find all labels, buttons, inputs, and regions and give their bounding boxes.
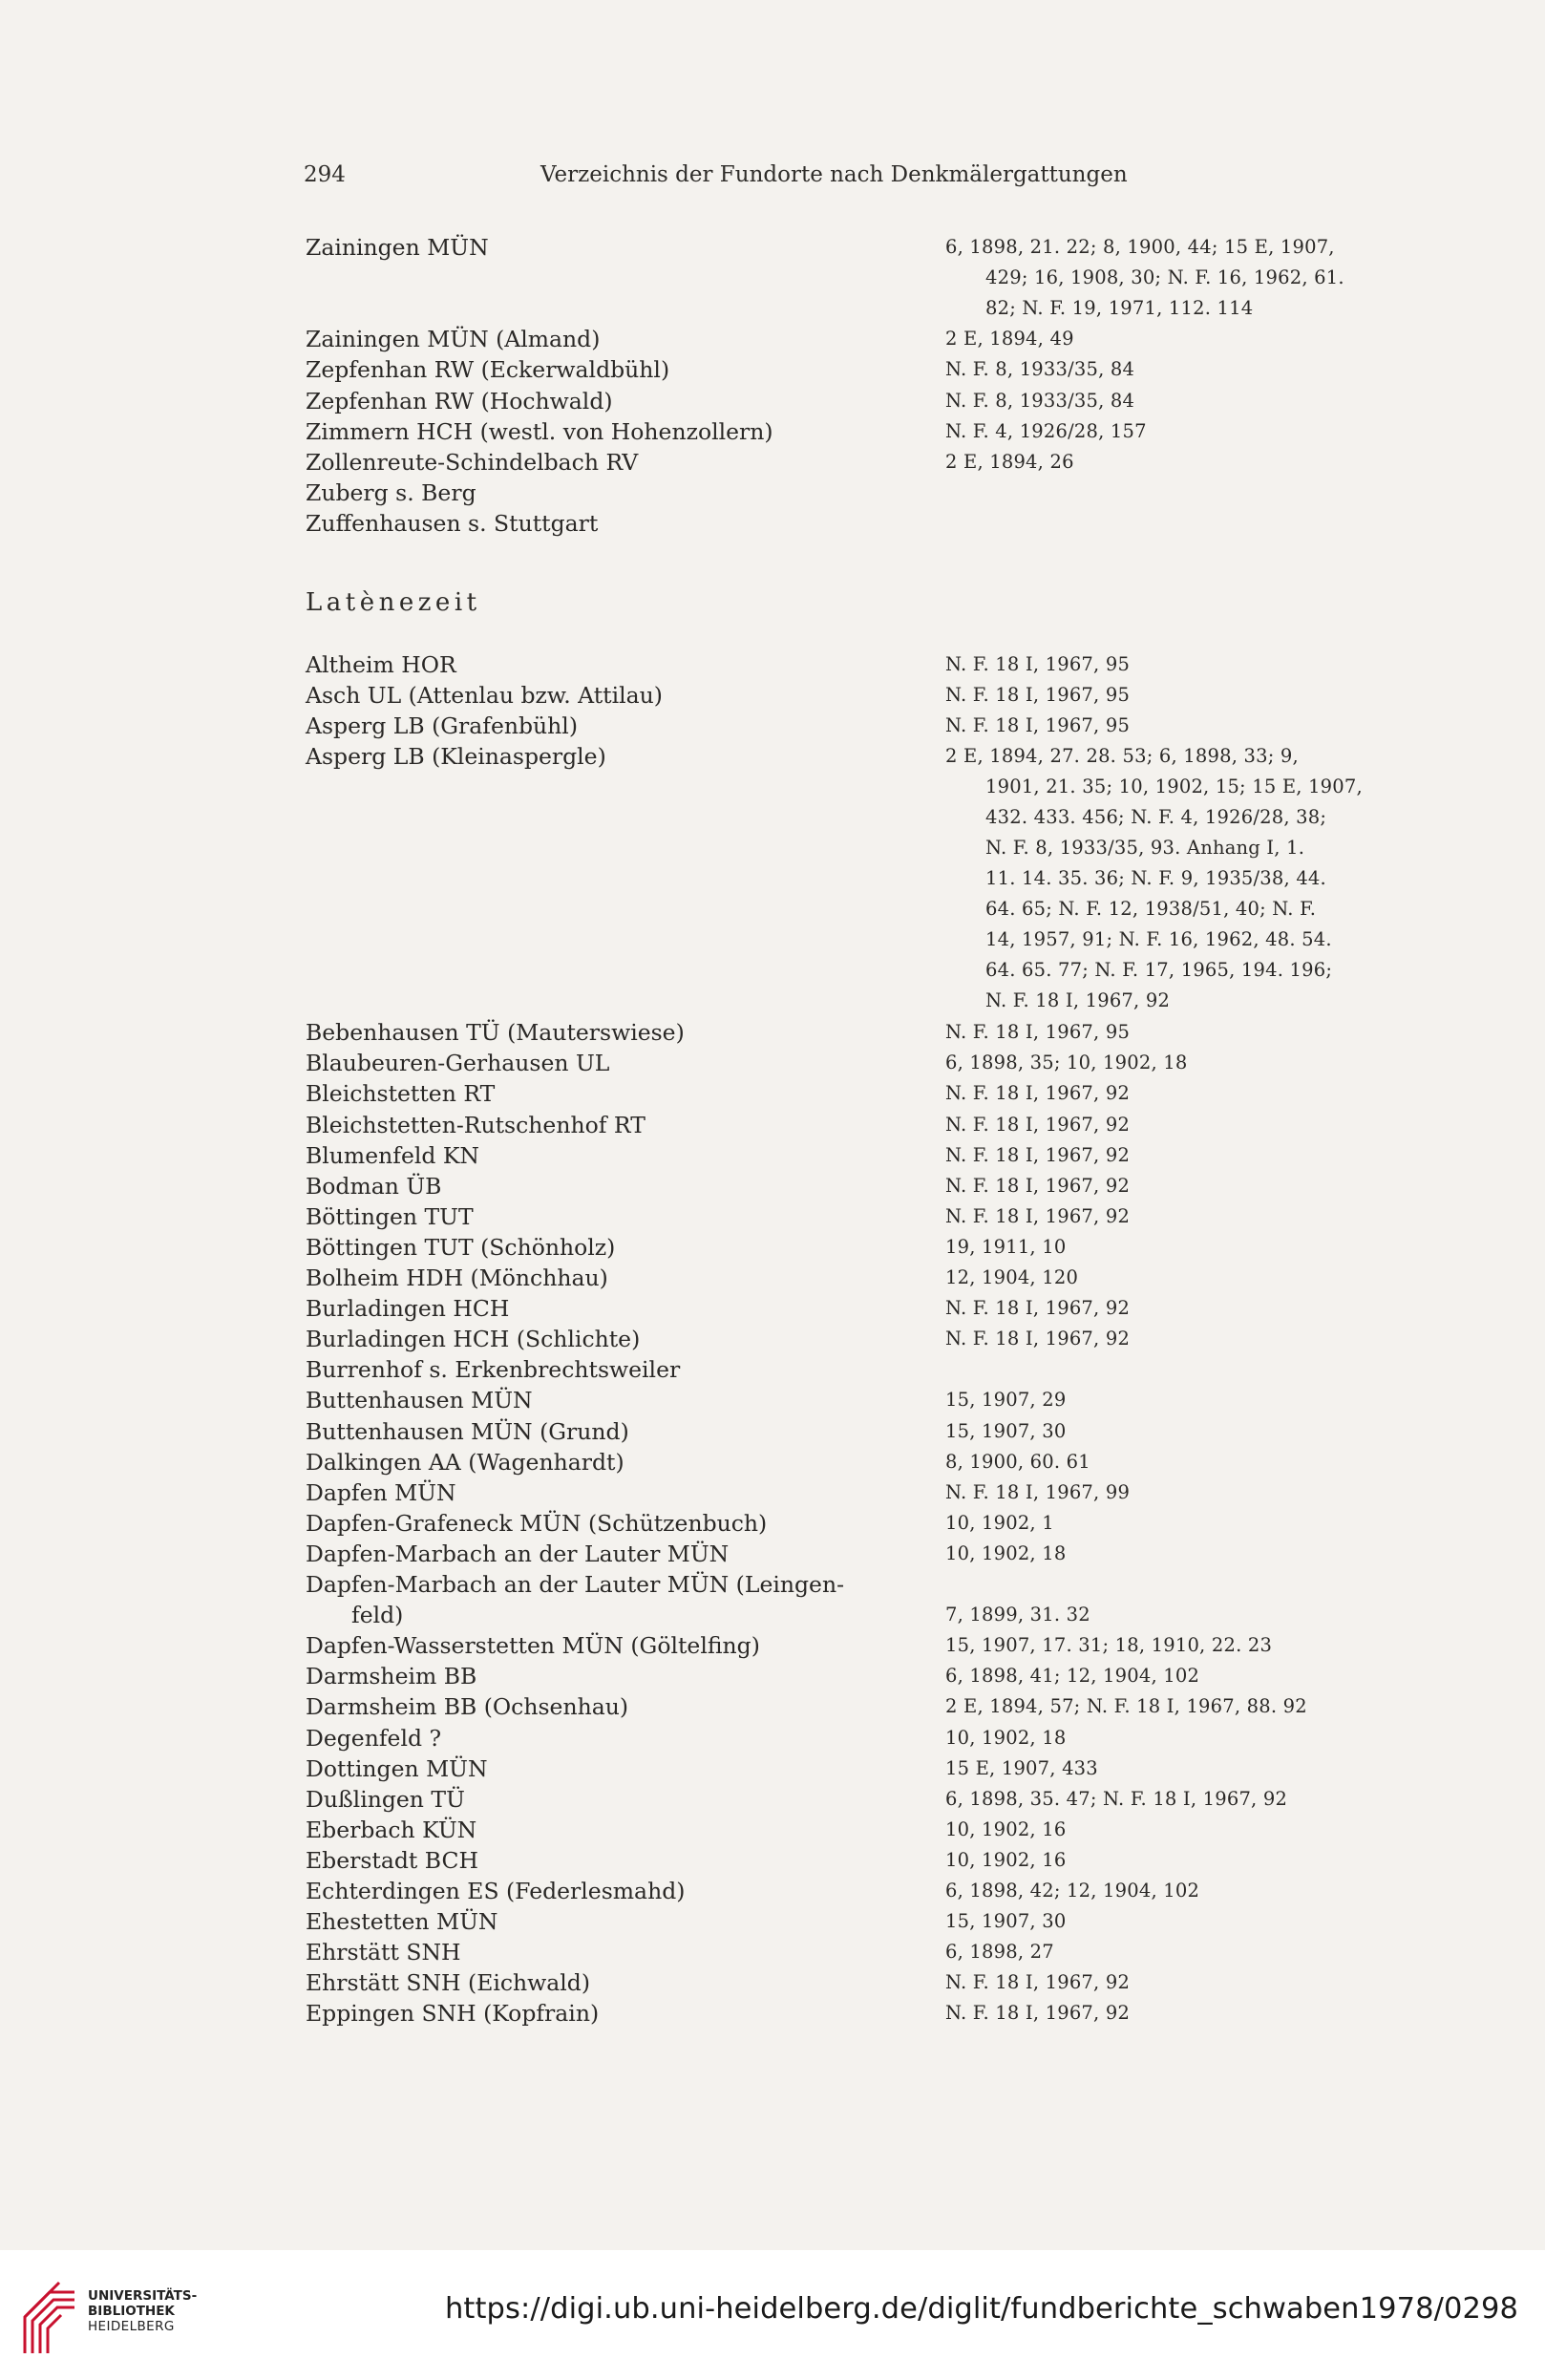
reference-list	[945, 232, 1545, 324]
place-name-line: Ehrstätt SNH (Eichwald)	[306, 1969, 591, 1997]
reference-list	[945, 1324, 1545, 1354]
reference-line: N. F. 18 I, 1967, 92	[945, 1113, 1131, 1136]
reference-list	[945, 1845, 1545, 1876]
place-name	[306, 1906, 917, 1937]
reference-line: 10, 1902, 16	[945, 1848, 1067, 1871]
reference-list	[945, 1723, 1545, 1753]
reference-list	[945, 1447, 1545, 1477]
place-name-line: Dapfen-Marbach an der Lauter MÜN	[306, 1540, 730, 1567]
reference-line: N. F. 18 I, 1967, 92	[945, 1328, 1131, 1350]
place-name-line: Altheim HOR	[306, 651, 456, 678]
place-name-line: Eberstadt BCH	[306, 1846, 478, 1874]
reference-line: 64. 65; N. F. 12, 1938/51, 40; N. F.	[985, 898, 1317, 921]
reference-line: 432. 433. 456; N. F. 4, 1926/28, 38;	[985, 806, 1327, 829]
reference-line: N. F. 18 I, 1967, 95	[945, 684, 1131, 707]
reference-list	[945, 1416, 1545, 1447]
library-logo-text	[88, 2288, 197, 2334]
place-name-line: Darmsheim BB (Ochsenhau)	[306, 1693, 629, 1721]
place-name	[306, 741, 917, 772]
place-name	[306, 1447, 917, 1477]
reference-line: 15, 1907, 30	[945, 1419, 1067, 1442]
reference-list	[945, 711, 1545, 741]
reference-line: 8, 1900, 60. 61	[945, 1450, 1090, 1473]
reference-list	[945, 1876, 1545, 1906]
reference-list	[945, 1661, 1545, 1691]
reference-line: N. F. 4, 1926/28, 157	[945, 419, 1147, 442]
place-name-line: Dapfen-Marbach an der Lauter MÜN (Leingen-	[306, 1571, 845, 1598]
logo-line-2: BIBLIOTHEK	[88, 2304, 175, 2319]
place-name	[306, 1171, 917, 1201]
place-name-line: Dapfen MÜN	[306, 1478, 456, 1506]
reference-list	[945, 1232, 1545, 1263]
reference-list	[945, 1477, 1545, 1508]
reference-list	[945, 1048, 1545, 1078]
reference-line: 6, 1898, 35. 47; N. F. 18 I, 1967, 92	[945, 1787, 1288, 1810]
place-name	[306, 1293, 917, 1324]
reference-line: N. F. 18 I, 1967, 92	[945, 2002, 1131, 2025]
place-name	[306, 1048, 917, 1078]
place-name-line: Böttingen TUT	[306, 1202, 474, 1230]
reference-line: 6, 1898, 27	[945, 1941, 1054, 1964]
place-name	[306, 324, 917, 354]
place-name-line: Burrenhof s. Erkenbrechtsweiler	[306, 1356, 681, 1384]
place-name-line: Burladingen HCH (Schlichte)	[306, 1326, 641, 1353]
reference-list	[945, 1293, 1545, 1324]
reference-line: 10, 1902, 16	[945, 1817, 1067, 1840]
place-name-line: Asperg LB (Grafenbühl)	[306, 712, 578, 740]
library-logo-icon	[21, 2279, 78, 2357]
reference-list	[945, 1630, 1545, 1661]
running-title: Verzeichnis der Fundorte nach Denkmälergattungen	[540, 162, 1128, 187]
footer-bar	[0, 2250, 1545, 2380]
reference-line: N. F. 18 I, 1967, 92	[945, 1971, 1131, 1994]
place-name	[306, 1508, 917, 1539]
place-name-line: Zepfenhan RW (Eckerwaldbühl)	[306, 356, 670, 384]
place-name	[306, 1661, 917, 1691]
logo-line-1: UNIVERSITÄTS-	[88, 2288, 198, 2304]
place-name-line: Dapfen-Wasserstetten MÜN (Göltelfing)	[306, 1632, 760, 1660]
reference-list	[945, 1171, 1545, 1201]
reference-list	[945, 324, 1545, 354]
place-name-line: Asperg LB (Kleinaspergle)	[306, 743, 606, 771]
reference-list	[945, 1017, 1545, 1048]
reference-list	[945, 1078, 1545, 1109]
reference-line: 15 E, 1907, 433	[945, 1756, 1098, 1779]
reference-list	[945, 447, 1545, 478]
place-name	[306, 1691, 917, 1722]
reference-line: N. F. 18 I, 1967, 95	[945, 1021, 1131, 1044]
reference-list	[945, 386, 1545, 416]
place-name-line: Dapfen-Grafeneck MÜN (Schützenbuch)	[306, 1509, 768, 1537]
place-name-line: Bebenhausen TÜ (Mauterswiese)	[306, 1019, 685, 1047]
place-name	[306, 478, 917, 508]
reference-line: 12, 1904, 120	[945, 1266, 1079, 1288]
place-name	[306, 1784, 917, 1815]
reference-line: 6, 1898, 21. 22; 8, 1900, 44; 15 E, 1907,	[945, 236, 1335, 258]
section-heading: Latènezeit	[306, 588, 481, 617]
place-name-line: Zimmern HCH (westl. von Hohenzollern)	[306, 417, 773, 445]
place-name-line: Bleichstetten-Rutschenhof RT	[306, 1111, 646, 1138]
place-name-line: Zainingen MÜN (Almand)	[306, 326, 601, 353]
place-name-line: Burladingen HCH	[306, 1295, 510, 1323]
place-name-line: Eberbach KÜN	[306, 1816, 477, 1843]
place-name-line: Zuffenhausen s. Stuttgart	[306, 509, 599, 537]
source-url-link[interactable]: https://digi.ub.uni-heidelberg.de/diglit/fundberichte_schwaben1978/0298	[444, 2292, 1518, 2326]
reference-list	[945, 680, 1545, 711]
place-name	[306, 1998, 917, 2029]
place-name	[306, 386, 917, 416]
reference-line: 2 E, 1894, 57; N. F. 18 I, 1967, 88. 92	[945, 1695, 1307, 1718]
place-name-line: Bolheim HDH (Mönchhau)	[306, 1264, 608, 1291]
page-number: 294	[304, 162, 346, 187]
place-name	[306, 1017, 917, 1048]
reference-list	[945, 1906, 1545, 1937]
place-name-line: Zepfenhan RW (Hochwald)	[306, 387, 613, 414]
place-name	[306, 1753, 917, 1784]
reference-line: 82; N. F. 19, 1971, 112. 114	[985, 297, 1254, 319]
reference-list	[945, 1815, 1545, 1845]
place-name-line: Zollenreute-Schindelbach RV	[306, 448, 639, 476]
place-name-line: Böttingen TUT (Schönholz)	[306, 1233, 616, 1261]
place-name-line: Bleichstetten RT	[306, 1080, 496, 1108]
place-name	[306, 416, 917, 447]
reference-line: 2 E, 1894, 49	[945, 328, 1074, 351]
place-name	[306, 1937, 917, 1967]
place-name	[306, 1845, 917, 1876]
reference-list	[945, 1967, 1545, 1998]
reference-list	[945, 1508, 1545, 1539]
place-name-line: Asch UL (Attenlau bzw. Attilau)	[306, 682, 663, 710]
place-name-line: Dottingen MÜN	[306, 1754, 488, 1782]
reference-line: N. F. 8, 1933/35, 84	[945, 389, 1135, 412]
reference-line: 2 E, 1894, 27. 28. 53; 6, 1898, 33; 9,	[945, 745, 1299, 768]
place-name	[306, 447, 917, 478]
place-name-continuation: feld)	[351, 1602, 404, 1628]
place-name	[306, 354, 917, 385]
place-name-line: Dalkingen AA (Wagenhardt)	[306, 1448, 624, 1476]
reference-line: 7, 1899, 31. 32	[945, 1604, 1090, 1626]
reference-line: N. F. 18 I, 1967, 92	[945, 1297, 1131, 1320]
place-name	[306, 1201, 917, 1232]
place-name	[306, 1140, 917, 1171]
place-name	[306, 1723, 917, 1753]
place-name	[306, 1416, 917, 1447]
place-name	[306, 680, 917, 711]
reference-line: N. F. 18 I, 1967, 92	[945, 1143, 1131, 1166]
place-name	[306, 1385, 917, 1415]
reference-list	[945, 1691, 1545, 1722]
reference-line: 14, 1957, 91; N. F. 16, 1962, 48. 54.	[985, 928, 1332, 951]
reference-list	[945, 649, 1545, 680]
reference-line: N. F. 18 I, 1967, 92	[945, 1174, 1131, 1197]
reference-line: N. F. 18 I, 1967, 92	[945, 1082, 1131, 1105]
reference-line: 10, 1902, 18	[945, 1726, 1067, 1749]
place-name-line: Zainingen MÜN	[306, 234, 489, 261]
reference-list	[945, 1110, 1545, 1140]
reference-line: 10, 1902, 18	[945, 1541, 1067, 1564]
reference-line: 19, 1911, 10	[945, 1235, 1067, 1258]
place-name-line: Ehestetten MÜN	[306, 1908, 498, 1936]
reference-list	[945, 1600, 1545, 1630]
reference-line: 429; 16, 1908, 30; N. F. 16, 1962, 61.	[985, 266, 1344, 288]
reference-line: N. F. 18 I, 1967, 92	[945, 1204, 1131, 1227]
place-name-line: Degenfeld ?	[306, 1724, 442, 1752]
reference-line: 6, 1898, 42; 12, 1904, 102	[945, 1880, 1200, 1902]
reference-line: 10, 1902, 1	[945, 1511, 1054, 1534]
reference-list	[945, 1263, 1545, 1293]
place-name-line: Dußlingen TÜ	[306, 1785, 465, 1813]
logo-line-3: HEIDELBERG	[88, 2319, 175, 2334]
reference-list	[945, 416, 1545, 447]
place-name	[306, 1967, 917, 1998]
reference-line: 6, 1898, 41; 12, 1904, 102	[945, 1665, 1200, 1688]
reference-list	[945, 1998, 1545, 2029]
place-name-line: Buttenhausen MÜN	[306, 1387, 533, 1414]
place-name	[306, 1539, 917, 1569]
reference-line: 1901, 21. 35; 10, 1902, 15; 15 E, 1907,	[985, 776, 1363, 798]
reference-line: 15, 1907, 30	[945, 1910, 1067, 1933]
place-name	[306, 711, 917, 741]
place-name	[306, 1630, 917, 1661]
place-name	[306, 232, 917, 263]
reference-line: 15, 1907, 29	[945, 1389, 1067, 1412]
reference-list	[945, 1201, 1545, 1232]
reference-line: 6, 1898, 35; 10, 1902, 18	[945, 1052, 1188, 1074]
reference-line: 64. 65. 77; N. F. 17, 1965, 194. 196;	[985, 959, 1333, 982]
reference-line: 11. 14. 35. 36; N. F. 9, 1935/38, 44.	[985, 867, 1326, 890]
reference-list	[945, 1784, 1545, 1815]
reference-line: N. F. 18 I, 1967, 99	[945, 1480, 1131, 1503]
place-name	[306, 1232, 917, 1263]
place-name-line: Zuberg s. Berg	[306, 478, 476, 506]
reference-list	[945, 741, 1545, 1016]
place-name	[306, 508, 917, 539]
place-name-line: Eppingen SNH (Kopfrain)	[306, 2000, 600, 2028]
place-name-line: Darmsheim BB	[306, 1663, 477, 1690]
reference-list	[945, 354, 1545, 385]
place-name	[306, 1815, 917, 1845]
reference-list	[945, 1385, 1545, 1415]
place-name	[306, 1110, 917, 1140]
reference-list	[945, 1140, 1545, 1171]
place-name	[306, 1263, 917, 1293]
reference-line: N. F. 8, 1933/35, 84	[945, 358, 1135, 381]
place-name-line: Blumenfeld KN	[306, 1141, 479, 1169]
place-name	[306, 1354, 917, 1385]
place-name	[306, 1569, 936, 1630]
reference-list	[945, 1937, 1545, 1967]
place-name	[306, 1324, 917, 1354]
reference-list	[945, 1539, 1545, 1569]
reference-line: 2 E, 1894, 26	[945, 450, 1074, 473]
reference-line: N. F. 18 I, 1967, 92	[985, 989, 1171, 1012]
place-name-line: Blaubeuren-Gerhausen UL	[306, 1050, 610, 1077]
place-name-line: Buttenhausen MÜN (Grund)	[306, 1417, 629, 1445]
place-name	[306, 649, 917, 680]
place-name-line: Ehrstätt SNH	[306, 1939, 461, 1966]
reference-list	[945, 1753, 1545, 1784]
reference-line: N. F. 18 I, 1967, 95	[945, 653, 1131, 675]
place-name-line: Bodman ÜB	[306, 1172, 442, 1200]
place-name	[306, 1078, 917, 1109]
place-name	[306, 1876, 917, 1906]
place-name	[306, 1477, 917, 1508]
reference-line: 15, 1907, 17. 31; 18, 1910, 22. 23	[945, 1634, 1273, 1657]
reference-line: N. F. 8, 1933/35, 93. Anhang I, 1.	[985, 837, 1305, 860]
reference-line: N. F. 18 I, 1967, 95	[945, 714, 1131, 737]
place-name-line: Echterdingen ES (Federlesmahd)	[306, 1878, 686, 1904]
